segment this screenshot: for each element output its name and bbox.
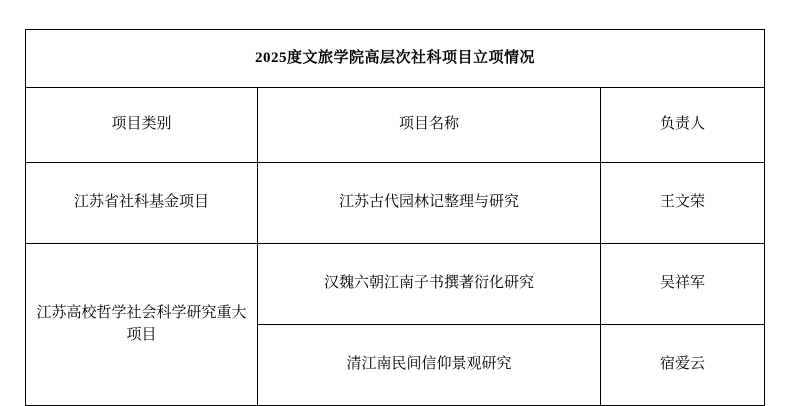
column-header-leader: 负责人 [601, 88, 765, 163]
cell-project-name: 汉魏六朝江南子书撰著衍化研究 [258, 244, 601, 325]
table-row [26, 163, 765, 244]
cell-project-name: 江苏古代园林记整理与研究 [258, 163, 601, 244]
table-container [25, 29, 764, 406]
table-title: 2025度文旅学院高层次社科项目立项情况 [26, 30, 765, 88]
table-title-row [26, 30, 765, 88]
cell-leader: 吴祥军 [601, 244, 765, 325]
column-header-name: 项目名称 [258, 88, 601, 163]
cell-leader: 王文荣 [601, 163, 765, 244]
column-header-category: 项目类别 [26, 88, 258, 163]
cell-category: 江苏高校哲学社会科学研究重大项目 [26, 244, 258, 406]
cell-category: 江苏省社科基金项目 [26, 163, 258, 244]
table-header-row [26, 88, 765, 163]
cell-leader: 宿爱云 [601, 325, 765, 406]
table-row [26, 244, 765, 325]
cell-project-name: 清江南民间信仰景观研究 [258, 325, 601, 406]
project-approval-table [25, 29, 765, 406]
